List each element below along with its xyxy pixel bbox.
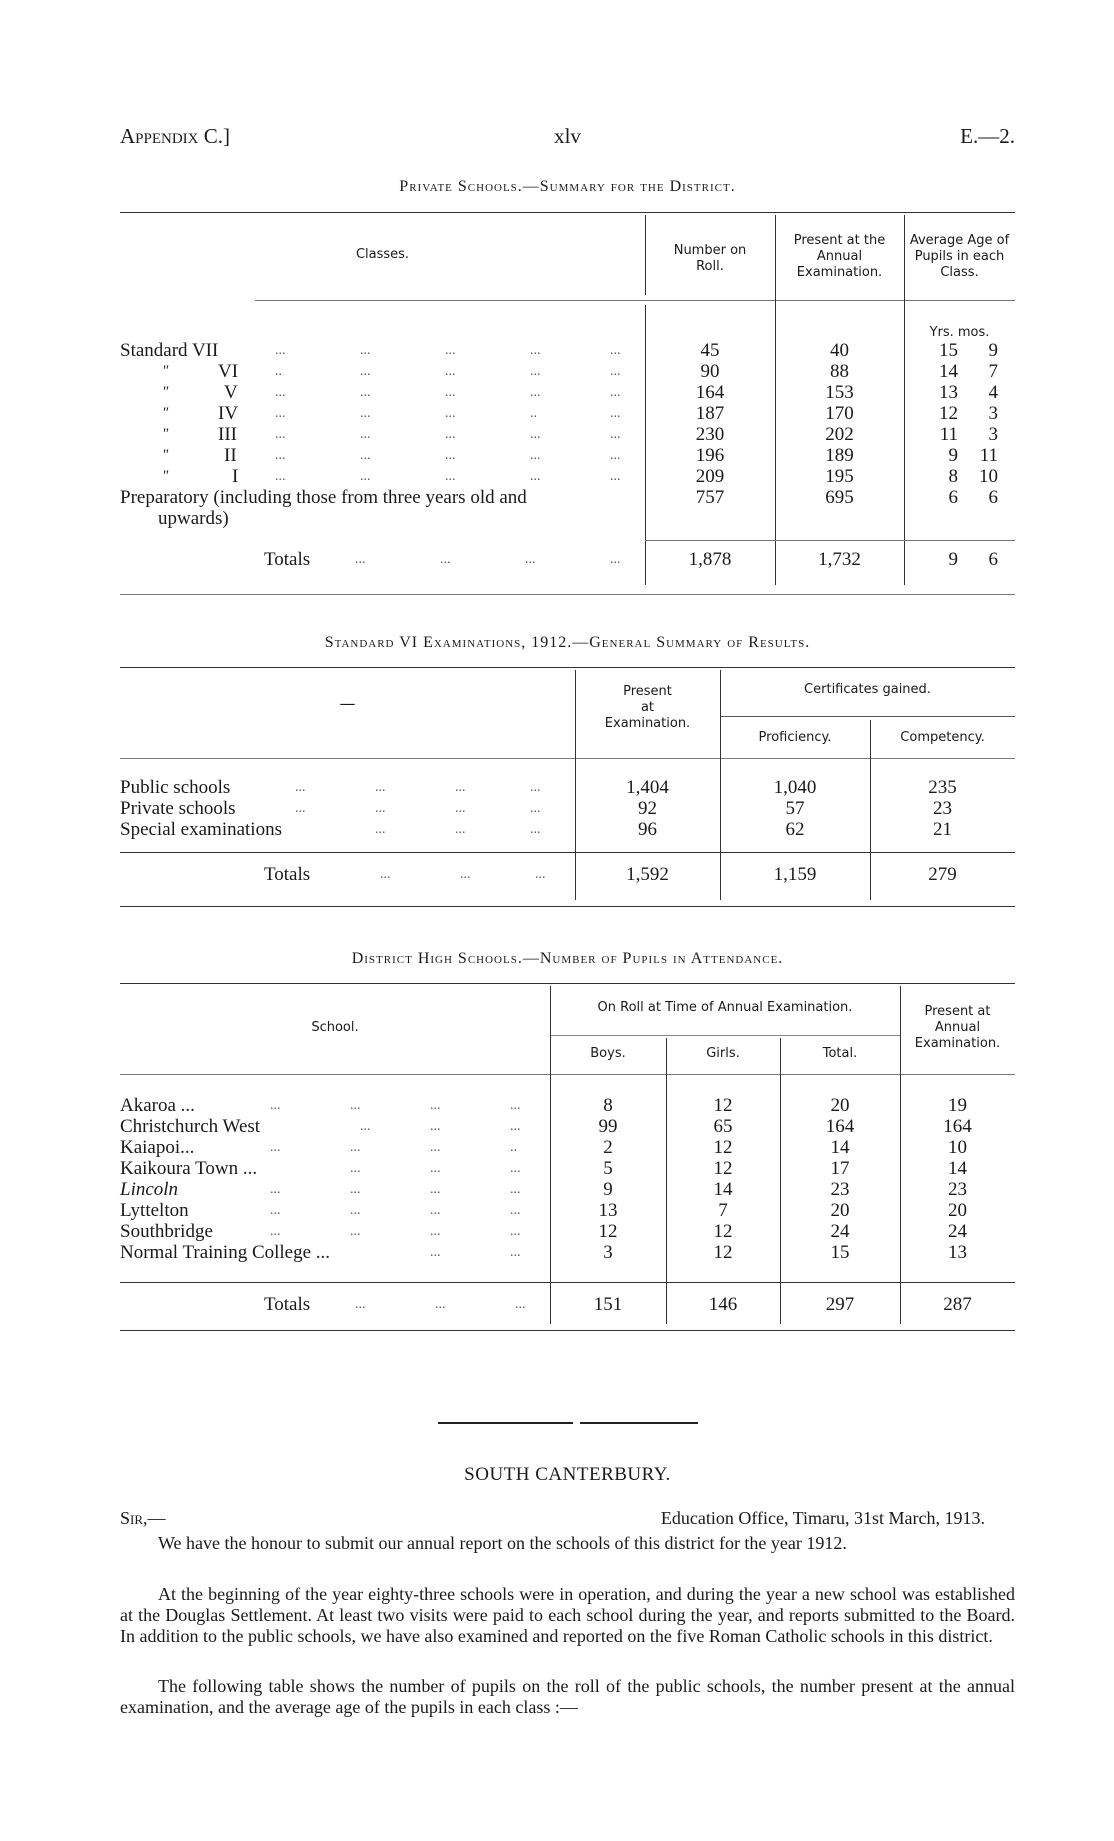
- girls-cell: 12: [713, 1221, 733, 1242]
- table-row: [120, 777, 1015, 798]
- boys-cell: 2: [603, 1137, 613, 1158]
- header-present: Present at Annual Examination.: [914, 1004, 1001, 1051]
- leader-dots: ... ...: [430, 1245, 521, 1260]
- salutation: Sir,—: [120, 1508, 166, 1528]
- totals-label: Totals: [264, 1294, 311, 1315]
- present-cell: 195: [825, 466, 854, 487]
- leader-dots: ... ... ... ...: [270, 1098, 521, 1113]
- table-rule: [720, 716, 1015, 717]
- boys-cell: 99: [598, 1116, 618, 1137]
- present-cell: 202: [825, 424, 854, 445]
- total-cell: 20: [830, 1200, 850, 1221]
- header-certificates: Certificates gained.: [804, 682, 931, 697]
- section-separator: [438, 1422, 573, 1424]
- present-cell: 287: [943, 1294, 972, 1315]
- table-row: [120, 1242, 1015, 1263]
- totals-label: Totals: [264, 864, 311, 885]
- leader-dots: ... ... ... ... ...: [275, 469, 621, 484]
- row-label: Preparatory (including those from three years old and: [120, 487, 527, 508]
- competency-cell: 21: [933, 819, 952, 840]
- page-number: xlv: [554, 124, 581, 148]
- leader-dots: ... ... ... ... ...: [275, 448, 621, 463]
- table-row: [120, 1137, 1015, 1158]
- header-on-roll: On Roll at Time of Annual Examination.: [597, 1000, 853, 1015]
- age-years-cell: 13: [939, 382, 958, 403]
- row-label: Lincoln: [120, 1179, 179, 1200]
- table-rule: [120, 1282, 1015, 1283]
- age-years-cell: 9: [948, 549, 958, 570]
- totals-row: [120, 549, 1015, 570]
- leader-dots: ... ... ...: [360, 1119, 521, 1134]
- boys-cell: 9: [603, 1179, 613, 1200]
- table-row: [120, 1158, 1015, 1179]
- roll-cell: 1,878: [688, 549, 732, 570]
- age-units: Yrs. mos.: [929, 325, 990, 340]
- table-rule: [120, 906, 1015, 907]
- present-cell: 13: [948, 1242, 967, 1263]
- leader-dots: ... ... ... ... ...: [275, 427, 621, 442]
- private-schools-title: Private Schools.—Summary for the District.: [399, 178, 736, 195]
- leader-dots: ... ... ... ... ...: [275, 385, 621, 400]
- ditto-mark: ": [162, 468, 169, 484]
- boys-cell: 13: [598, 1200, 618, 1221]
- row-label: IV: [218, 403, 239, 424]
- age-years-cell: 11: [939, 424, 958, 445]
- present-cell: 1,732: [818, 549, 861, 570]
- section-heading: SOUTH CANTERBURY.: [464, 1464, 671, 1485]
- row-label: Normal Training College ...: [120, 1242, 331, 1263]
- leader-dots: ... ... ... ...: [355, 552, 621, 567]
- age-months-cell: 3: [988, 403, 998, 424]
- age-months-cell: 7: [988, 361, 998, 382]
- header-present: Present at Examination.: [604, 684, 691, 731]
- running-header: [120, 124, 1015, 152]
- table-row: [120, 819, 1015, 840]
- table-row: [120, 382, 1015, 403]
- totals-row: [120, 1294, 1015, 1315]
- age-months-cell: 6: [988, 549, 998, 570]
- paragraph: We have the honour to submit our annual report on the schools of this district for the year 1912.: [158, 1533, 847, 1553]
- girls-cell: 14: [713, 1179, 733, 1200]
- leader-dots: ... ... ...: [380, 867, 546, 882]
- present-cell: 189: [825, 445, 854, 466]
- header-blank: —: [339, 694, 356, 713]
- total-cell: 15: [830, 1242, 850, 1263]
- section-separator: [580, 1422, 698, 1424]
- boys-cell: 5: [603, 1158, 613, 1179]
- present-cell: 170: [825, 403, 854, 424]
- table-row: [120, 487, 1015, 508]
- leader-dots: ... ... ... ... ...: [275, 343, 621, 358]
- roll-cell: 187: [695, 403, 725, 424]
- total-cell: 23: [830, 1179, 850, 1200]
- row-label: Southbridge: [120, 1221, 213, 1242]
- age-years-cell: 9: [948, 445, 958, 466]
- header-present: Present at the Annual Examination.: [793, 233, 886, 280]
- row-label: upwards): [158, 508, 229, 529]
- girls-cell: 146: [708, 1294, 738, 1315]
- row-label: VI: [218, 361, 239, 382]
- present-cell: 164: [943, 1116, 972, 1137]
- age-years-cell: 12: [939, 403, 958, 424]
- row-label: Standard VII: [120, 340, 219, 361]
- table-rule: [550, 1035, 900, 1036]
- ditto-mark: ": [162, 447, 169, 463]
- table-row: [120, 424, 1015, 445]
- row-label: Kaiapoi...: [120, 1137, 195, 1158]
- table-rule: [120, 212, 1015, 213]
- standard-vi-title: Standard VI Examinations, 1912.—General Summary of Results.: [324, 634, 811, 651]
- row-label: Special examinations: [120, 819, 282, 840]
- table-row: [120, 1221, 1015, 1242]
- present-cell: 153: [825, 382, 854, 403]
- table-row: [120, 1095, 1015, 1116]
- age-months-cell: 10: [979, 466, 998, 487]
- present-cell: 10: [948, 1137, 967, 1158]
- leader-dots: ... ... ... ...: [270, 1203, 521, 1218]
- present-cell: 40: [830, 340, 849, 361]
- age-months-cell: 3: [988, 424, 998, 445]
- header-roll: Number on Roll.: [673, 243, 747, 274]
- competency-cell: 235: [928, 777, 957, 798]
- totals-label: Totals: [264, 549, 311, 570]
- leader-dots: ... ... ... .. ...: [275, 406, 621, 421]
- present-cell: 88: [830, 361, 849, 382]
- table-rule: [120, 1074, 1015, 1075]
- girls-cell: 65: [713, 1116, 733, 1137]
- age-years-cell: 6: [948, 487, 958, 508]
- boys-cell: 151: [593, 1294, 623, 1315]
- table-row: [120, 403, 1015, 424]
- boys-cell: 3: [603, 1242, 613, 1263]
- appendix-label: Appendix C.]: [120, 124, 231, 148]
- table-row: [120, 1116, 1015, 1137]
- present-cell: 19: [948, 1095, 967, 1116]
- header-proficiency: Proficiency.: [758, 730, 832, 745]
- table-row: [120, 361, 1015, 382]
- leader-dots: .. ... ... ... ...: [275, 364, 621, 379]
- table-row: [120, 445, 1015, 466]
- proficiency-cell: 57: [785, 798, 805, 819]
- total-cell: 164: [825, 1116, 855, 1137]
- header-girls: Girls.: [706, 1046, 740, 1061]
- roll-cell: 196: [695, 445, 725, 466]
- row-label: Christchurch West: [120, 1116, 261, 1137]
- girls-cell: 7: [718, 1200, 728, 1221]
- row-label: II: [224, 445, 237, 466]
- leader-dots: ... ... ...: [355, 1297, 526, 1312]
- age-months-cell: 9: [988, 340, 998, 361]
- total-cell: 24: [830, 1221, 850, 1242]
- competency-cell: 279: [928, 864, 957, 885]
- girls-cell: 12: [713, 1242, 733, 1263]
- table-rule: [255, 300, 1015, 301]
- roll-cell: 90: [700, 361, 720, 382]
- present-cell: 14: [948, 1158, 967, 1179]
- age-years-cell: 14: [939, 361, 958, 382]
- dateline: Education Office, Timaru, 31st March, 1913.: [660, 1508, 985, 1528]
- row-label: Public schools: [120, 777, 231, 798]
- paragraph: At the beginning of the year eighty-three schools were in operation, and during the year a new school was established at the Douglas Settlement. At least two visits were paid to each school during the year, and reports submitted to the Board. In addition to the public schools, we have also examined and reported on the five Roman Catholic schools in this district.: [120, 1584, 1015, 1646]
- proficiency-cell: 62: [785, 819, 805, 840]
- age-months-cell: 6: [988, 487, 998, 508]
- present-cell: 24: [948, 1221, 967, 1242]
- age-months-cell: 11: [979, 445, 998, 466]
- leader-dots: ... ... ... ...: [295, 801, 541, 816]
- header-age: Average Age of Pupils in each Class.: [909, 233, 1010, 280]
- competency-cell: 23: [933, 798, 952, 819]
- table-rule: [120, 983, 1015, 984]
- present-cell: 1,404: [626, 777, 669, 798]
- present-cell: 23: [948, 1179, 967, 1200]
- table-row: [120, 1179, 1015, 1200]
- roll-cell: 757: [695, 487, 725, 508]
- paragraph: The following table shows the number of pupils on the roll of the public schools, the number present at the annual examination, and the average age of the pupils in each class :—: [120, 1676, 1015, 1717]
- table-rule: [120, 852, 1015, 853]
- header-competency: Competency.: [900, 730, 985, 745]
- present-cell: 695: [825, 487, 854, 508]
- row-label: Private schools: [120, 798, 236, 819]
- district-high-schools-title: District High Schools.—Number of Pupils in Attendance.: [351, 950, 784, 967]
- table-row: [120, 1200, 1015, 1221]
- row-label: V: [224, 382, 238, 403]
- proficiency-cell: 1,040: [773, 777, 817, 798]
- row-label: Kaikoura Town ...: [120, 1158, 258, 1179]
- leader-dots: ... ... ... ...: [270, 1224, 521, 1239]
- present-cell: 96: [638, 819, 657, 840]
- girls-cell: 12: [713, 1095, 733, 1116]
- boys-cell: 8: [603, 1095, 613, 1116]
- girls-cell: 12: [713, 1137, 733, 1158]
- ditto-mark: ": [162, 384, 169, 400]
- proficiency-cell: 1,159: [773, 864, 817, 885]
- age-years-cell: 15: [939, 340, 958, 361]
- total-cell: 14: [830, 1137, 850, 1158]
- table-rule: [120, 758, 1015, 759]
- ditto-mark: ": [162, 363, 169, 379]
- table-rule: [120, 667, 1015, 668]
- table-row: [120, 508, 1015, 529]
- leader-dots: ... ... ... ...: [270, 1182, 521, 1197]
- present-cell: 20: [948, 1200, 967, 1221]
- total-cell: 20: [830, 1095, 850, 1116]
- roll-cell: 164: [695, 382, 725, 403]
- girls-cell: 12: [713, 1158, 733, 1179]
- header-school: School.: [311, 1020, 359, 1035]
- table-row: [120, 466, 1015, 487]
- roll-cell: 45: [700, 340, 720, 361]
- leader-dots: ... ... ... ...: [295, 780, 541, 795]
- table-rule: [120, 594, 1015, 595]
- age-years-cell: 8: [948, 466, 958, 487]
- totals-row: [120, 864, 1015, 885]
- row-label: Akaroa ...: [120, 1095, 195, 1116]
- header-boys: Boys.: [590, 1046, 626, 1061]
- leader-dots: ... ... ... ..: [270, 1140, 517, 1155]
- leader-dots: ... ... ...: [375, 822, 541, 837]
- present-cell: 92: [638, 798, 657, 819]
- roll-cell: 209: [695, 466, 725, 487]
- ditto-mark: ": [162, 405, 169, 421]
- row-label: III: [218, 424, 237, 445]
- table-row: [120, 798, 1015, 819]
- boys-cell: 12: [598, 1221, 618, 1242]
- row-label: Lyttelton: [120, 1200, 189, 1221]
- total-cell: 297: [825, 1294, 855, 1315]
- document-code: E.—2.: [960, 124, 1015, 148]
- present-cell: 1,592: [626, 864, 669, 885]
- total-cell: 17: [830, 1158, 850, 1179]
- table-rule: [120, 1330, 1015, 1331]
- roll-cell: 230: [695, 424, 725, 445]
- ditto-mark: ": [162, 426, 169, 442]
- table-row: [120, 340, 1015, 361]
- header-classes: Classes.: [355, 247, 410, 262]
- header-total: Total.: [822, 1046, 858, 1061]
- age-months-cell: 4: [988, 382, 998, 403]
- leader-dots: ... ... ...: [350, 1161, 521, 1176]
- row-label: I: [232, 466, 239, 487]
- table-rule: [645, 540, 1015, 541]
